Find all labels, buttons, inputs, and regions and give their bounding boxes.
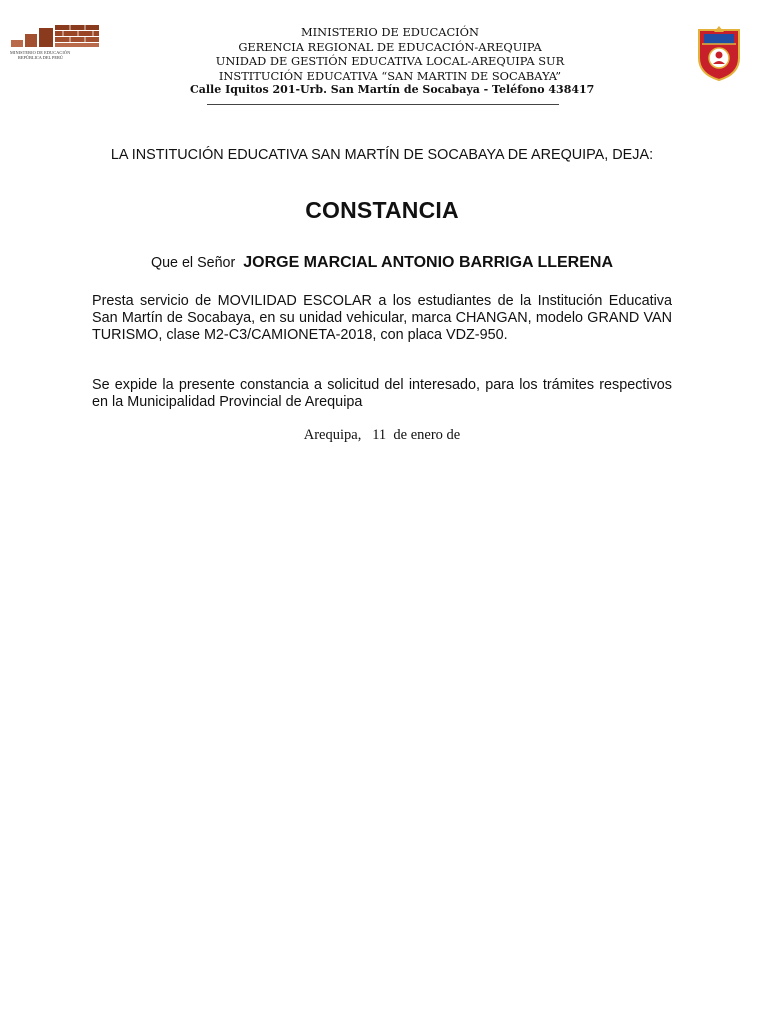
letterhead-address: Calle Iquitos 201-Urb. San Martín de Socabaya - Teléfono 438417 [190, 83, 595, 96]
service-paragraph: Presta servicio de MOVILIDAD ESCOLAR a los estudiantes de la Institución Educativa San Martín de Socabaya, en su unidad vehicular, marca CHANGAN, modelo GRAND VAN TURISMO, clase M2-C3/CAMIONETA-2018, con placa VDZ-950. [92, 293, 672, 343]
intro-text: LA INSTITUCIÓN EDUCATIVA SAN MARTÍN DE SOCABAYA DE AREQUIPA, DEJA: [110, 147, 654, 163]
recipient-name: JORGE MARCIAL ANTONIO BARRIGA LLERENA [243, 254, 614, 271]
letterhead-line-school: INSTITUCIÓN EDUCATIVA “SAN MARTIN DE SOCABAYA” [218, 68, 562, 83]
letterhead-line-regional: GERENCIA REGIONAL DE EDUCACIÓN-AREQUIPA [238, 39, 542, 54]
school-crest-icon [696, 24, 742, 82]
purpose-paragraph: Se expide la presente constancia a solicitud del interesado, para los trámites respectivos en la Municipalidad Provincial de Arequipa [92, 377, 672, 410]
recipient-prefix: Que el Señor [150, 255, 236, 271]
ministry-logo [10, 24, 102, 64]
logo-caption-republic: REPÚBLICA DEL PERÚ [18, 55, 63, 60]
letterhead-line-ugel: UNIDAD DE GESTIÓN EDUCATIVA LOCAL-AREQUIPA SUR [215, 54, 565, 68]
logo-caption-ministry: MINISTERIO DE EDUCACIÓN [10, 50, 71, 55]
letterhead [190, 25, 595, 98]
place-date: Arequipa, 11 de enero de [303, 427, 461, 443]
document-title: CONSTANCIA [305, 197, 459, 223]
letterhead-line-ministry: MINISTERIO DE EDUCACIÓN [301, 25, 479, 39]
header-divider [207, 104, 559, 105]
brick-logo-icon [10, 24, 102, 48]
recipient-line [92, 254, 672, 272]
